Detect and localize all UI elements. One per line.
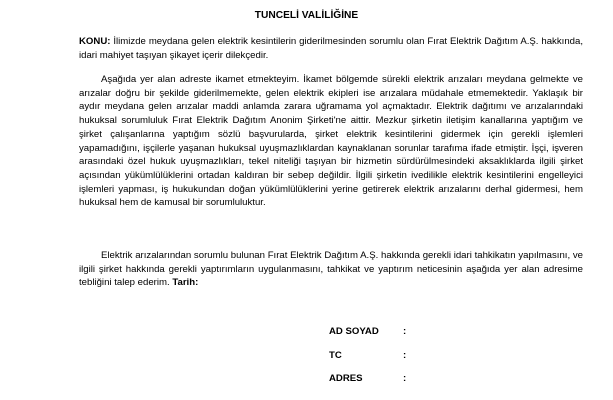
name-label: AD SOYAD bbox=[329, 326, 379, 337]
request-paragraph bbox=[79, 249, 583, 290]
address-separator: : bbox=[403, 373, 407, 384]
subject-label: KONU: bbox=[79, 36, 111, 47]
signature-id-row bbox=[329, 349, 406, 363]
request-text: Elektrik arızalarından sorumlu bulunan Fırat Elektrik Dağıtım A.Ş. hakkında gerekli idari tahkikatın yapılmasını, ve ilgili şirket hakkında gerekli yaptırımların uygulanmasını, tahkikat ve yaptırım neticesinin aşağıda yer alan adresime tebliğini talep ederim. bbox=[79, 250, 583, 289]
name-separator: : bbox=[403, 326, 407, 337]
signature-name-row bbox=[329, 325, 406, 339]
body-paragraph: Aşağıda yer alan adreste ikamet etmekteyim. İkamet bölgemde sürekli elektrik arızaları meydana gelmekte ve arızalar doğru bir şekilde giderilmemekte, gelen elektrik ekipleri ise arızalara müdahale etmemektedir. Yaklaşık bir aydır meydana gelen arızalar maddi anlamda zarara uğramama yol açmaktadır. Elektrik dağıtımı ve arızalarındaki hukuksal sorumluluk Fırat Elektrik Dağıtım Anonim Şirketi'ne aittir. Mezkur şirketin iletişim kanallarına yaptığım ve şirket çalışanlarına yaptığım sözlü başvurularda, şirket elektrik kesintilerini gidermek için gerekli işlemleri yapamadığını, işçilerle yaşanan hukuksal uyuşmazlıklardan kaynaklanan sorunlar tarafıma ifade etmiştir. İşçi, işveren arasındaki özel hukuk uyuşmazlıkları, tekel niteliği taşıyan bir hizmetin sürdürülmesindeki aksaklıklarda ilgili şirket açısından yükümlülüklerini ortadan kaldıran bir sebep değildir. İlgili şirketin ivedilikle elektrik kesintilerini engelleyici işlemleri yapması, iş hukukundan doğan yükümlülüklerini yerine getirerek elektrik arızalarını derhal gidermesi, hem hukuksal hem de kamusal bir sorumluluktur. bbox=[79, 74, 583, 209]
date-label: Tarih: bbox=[172, 277, 199, 289]
id-separator: : bbox=[403, 350, 407, 361]
document-title: TUNCELİ VALİLİĞİNE bbox=[254, 10, 359, 21]
subject-paragraph bbox=[79, 35, 583, 62]
signature-address-row bbox=[329, 372, 406, 386]
address-label: ADRES bbox=[329, 373, 363, 384]
subject-text: İlimizde meydana gelen elektrik kesintilerin giderilmesinden sorumlu olan Fırat Elektrik Dağıtım A.Ş. hakkında, idari mahiyet taşıyan şikayet içerir dilekçedir. bbox=[79, 36, 583, 61]
id-label: TC bbox=[329, 350, 342, 361]
